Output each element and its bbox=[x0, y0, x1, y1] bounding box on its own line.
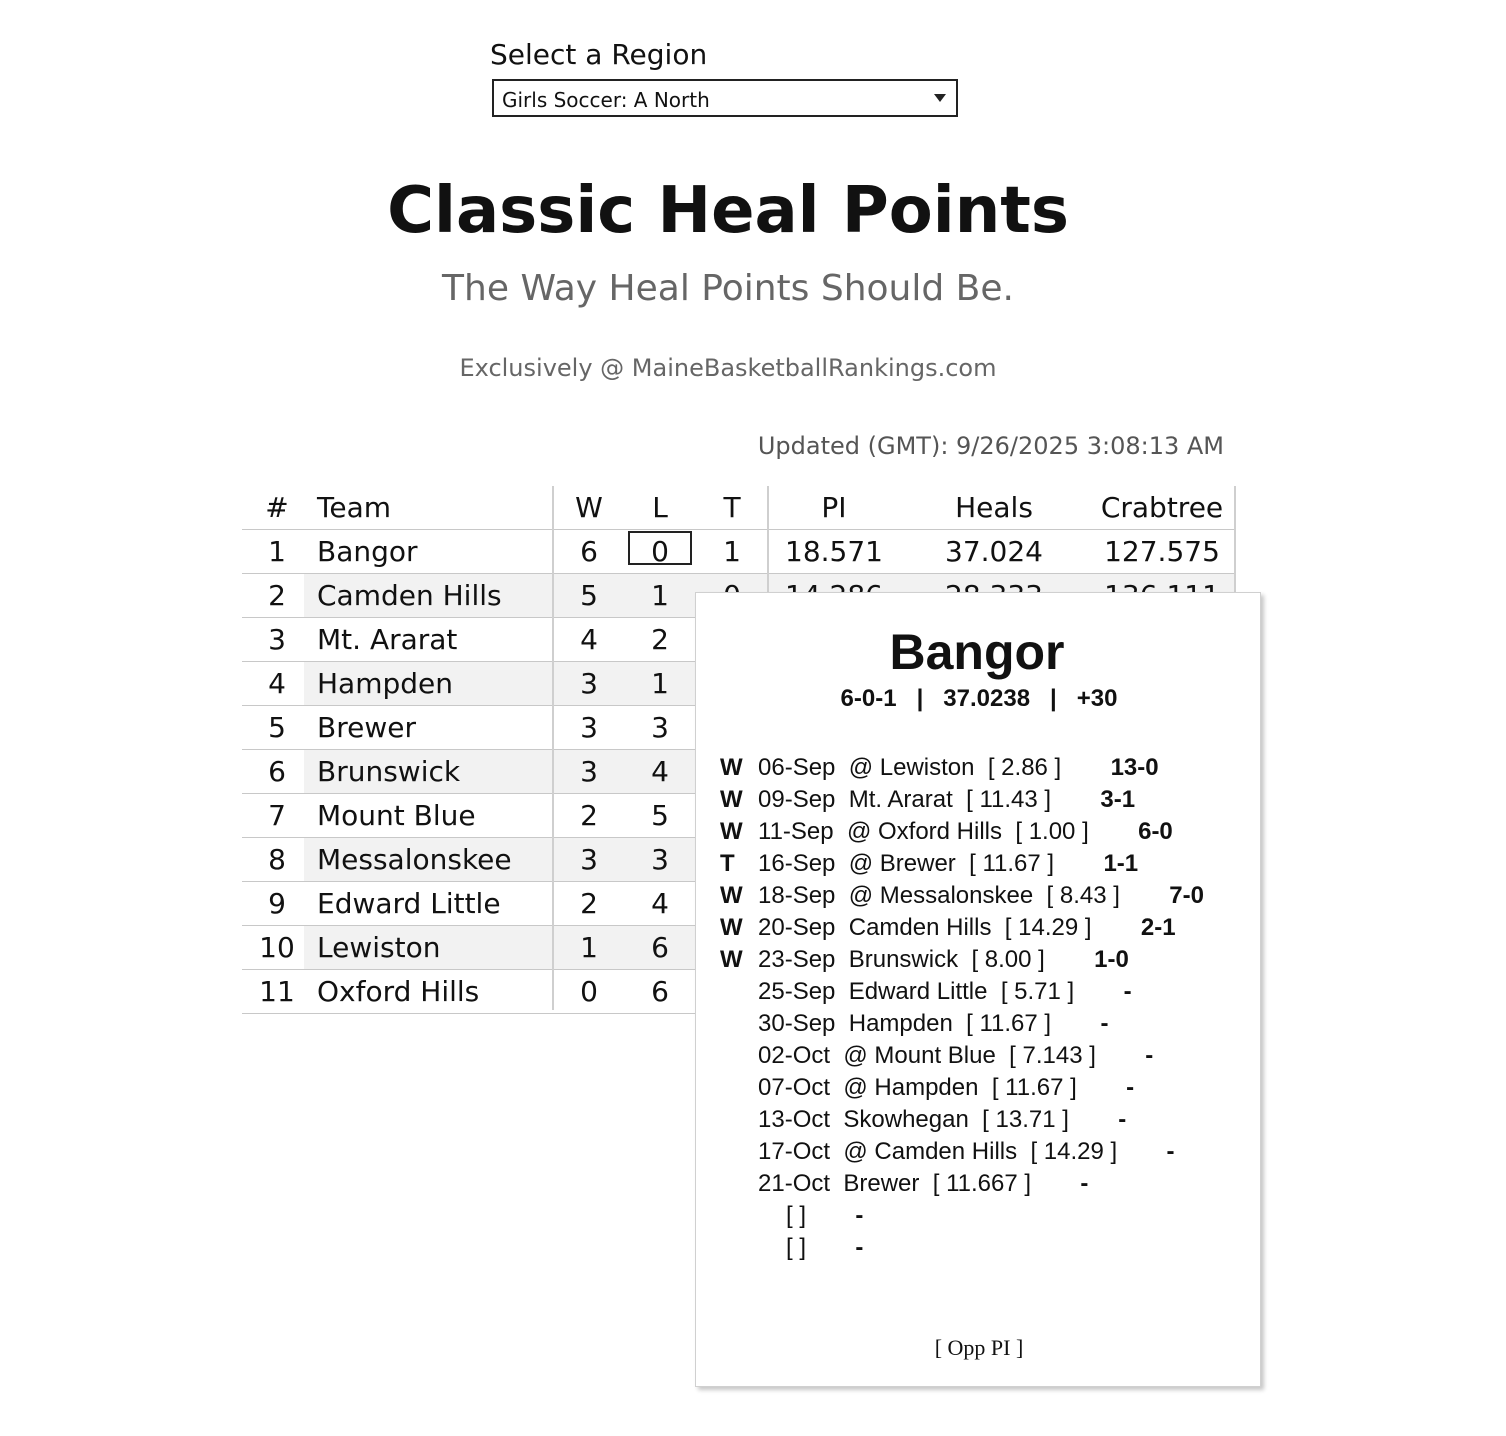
rank-cell[interactable]: 2 bbox=[242, 574, 304, 618]
game-opponent: Edward Little bbox=[848, 978, 988, 1005]
game-opp-pi: [ 13.71 ] bbox=[982, 1106, 1069, 1133]
team-cell[interactable]: Messalonskee bbox=[304, 838, 554, 882]
crabtree-cell[interactable]: 127.575 bbox=[1104, 535, 1220, 568]
wins-cell[interactable]: 2 bbox=[580, 799, 598, 832]
team-cell[interactable]: Hampden bbox=[304, 662, 554, 706]
page-title: Classic Heal Points bbox=[387, 174, 1069, 248]
game-score: - bbox=[1166, 1138, 1175, 1165]
wins-cell[interactable]: 3 bbox=[554, 750, 624, 794]
game-opponent: @ Messalonskee bbox=[848, 882, 1034, 909]
game-score: - bbox=[1100, 1010, 1109, 1037]
losses-cell[interactable]: 1 bbox=[624, 662, 696, 706]
game-score: 1-0 bbox=[1094, 946, 1129, 973]
game-opp-pi: [ 11.67 ] bbox=[969, 850, 1055, 877]
wins-cell[interactable]: 6 bbox=[580, 535, 598, 568]
game-score: 3-1 bbox=[1100, 786, 1136, 813]
team-tooltip bbox=[695, 592, 1261, 1387]
page-subtitle: The Way Heal Points Should Be. bbox=[442, 268, 1014, 309]
game-score: - bbox=[1080, 1170, 1089, 1197]
site-credit: Exclusively @ MaineBasketballRankings.com bbox=[459, 354, 997, 382]
game-date: 20-Sep bbox=[758, 914, 836, 941]
game-date: 13-Oct bbox=[758, 1106, 831, 1133]
wins-cell[interactable]: 0 bbox=[580, 975, 598, 1008]
game-result: W bbox=[720, 786, 743, 813]
column-divider bbox=[552, 486, 554, 1010]
losses-cell[interactable]: 0 bbox=[651, 535, 669, 568]
rank-cell[interactable]: 1 bbox=[268, 535, 286, 568]
game-date: 09-Sep bbox=[758, 786, 836, 813]
column-header-losses[interactable]: L bbox=[652, 491, 668, 524]
team-cell[interactable]: Mount Blue bbox=[317, 799, 476, 832]
game-opp-pi: [ 14.29 ] bbox=[1004, 914, 1092, 941]
game-result: T bbox=[720, 850, 735, 877]
wins-cell[interactable]: 4 bbox=[580, 623, 598, 656]
ties-cell[interactable]: 1 bbox=[723, 535, 741, 568]
game-opponent: @ Hampden bbox=[843, 1074, 979, 1101]
game-score: 6-0 bbox=[1138, 818, 1173, 845]
game-score: 7-0 bbox=[1169, 882, 1204, 909]
game-opponent: @ Oxford Hills bbox=[846, 818, 1003, 845]
game-opp-pi: [ 8.00 ] bbox=[971, 946, 1045, 973]
rank-cell[interactable]: 3 bbox=[268, 623, 286, 656]
rank-cell[interactable]: 6 bbox=[242, 750, 304, 794]
wins-cell[interactable]: 1 bbox=[554, 926, 624, 970]
game-date: 25-Sep bbox=[758, 978, 836, 1005]
column-header-ties[interactable]: T bbox=[723, 491, 741, 524]
game-result: W bbox=[720, 882, 743, 909]
game-date: 06-Sep bbox=[758, 754, 836, 781]
rank-cell[interactable]: 9 bbox=[268, 887, 286, 920]
game-result: W bbox=[720, 818, 743, 845]
region-select[interactable] bbox=[492, 79, 958, 117]
game-opponent: @ Camden Hills bbox=[843, 1138, 1018, 1165]
tooltip-summary: 6-0-1 | 37.0238 | +30 bbox=[840, 685, 1118, 712]
column-header-rank[interactable]: # bbox=[265, 491, 289, 524]
pi-cell[interactable]: 18.571 bbox=[785, 535, 883, 568]
game-score: 1-1 bbox=[1103, 850, 1139, 877]
team-cell[interactable]: Camden Hills bbox=[304, 574, 554, 618]
table-row[interactable] bbox=[242, 530, 1236, 574]
game-score: - bbox=[855, 1202, 864, 1229]
game-date: 16-Sep bbox=[758, 850, 836, 877]
game-date: 21-Oct bbox=[758, 1170, 831, 1197]
wins-cell[interactable]: 2 bbox=[580, 887, 598, 920]
column-divider bbox=[1234, 486, 1236, 592]
game-opp-pi: [ 14.29 ] bbox=[1030, 1138, 1118, 1165]
game-date: 02-Oct bbox=[758, 1042, 831, 1069]
team-cell[interactable]: Oxford Hills bbox=[317, 975, 480, 1008]
wins-cell[interactable]: 5 bbox=[554, 574, 624, 618]
game-opp-pi: [ 11.43 ] bbox=[966, 786, 1052, 813]
rank-cell[interactable]: 8 bbox=[242, 838, 304, 882]
heals-cell[interactable]: 37.024 bbox=[945, 535, 1043, 568]
game-opp-pi: [ 2.86 ] bbox=[987, 754, 1062, 781]
team-cell[interactable]: Lewiston bbox=[304, 926, 554, 970]
game-opp-pi: [ ] bbox=[786, 1234, 807, 1261]
game-score: - bbox=[1123, 978, 1132, 1005]
game-opp-pi: [ 11.67 ] bbox=[966, 1010, 1052, 1037]
game-score: - bbox=[1126, 1074, 1135, 1101]
losses-cell[interactable]: 3 bbox=[651, 711, 669, 744]
column-divider bbox=[767, 486, 769, 592]
table-header-row bbox=[242, 486, 1236, 530]
losses-cell[interactable]: 4 bbox=[651, 887, 669, 920]
game-opponent: Mt. Ararat bbox=[848, 786, 953, 813]
updated-timestamp: Updated (GMT): 9/26/2025 3:08:13 AM bbox=[757, 432, 1224, 460]
losses-cell[interactable]: 2 bbox=[651, 623, 669, 656]
rank-cell[interactable]: 5 bbox=[268, 711, 286, 744]
game-date: 11-Sep bbox=[758, 818, 834, 845]
rank-cell[interactable]: 10 bbox=[242, 926, 304, 970]
column-header-pi[interactable]: PI bbox=[821, 491, 847, 524]
game-date: 23-Sep bbox=[758, 946, 836, 973]
header-divider bbox=[242, 529, 1236, 530]
losses-cell[interactable]: 4 bbox=[624, 750, 696, 794]
game-opponent: Hampden bbox=[848, 1010, 953, 1037]
losses-cell[interactable]: 5 bbox=[651, 799, 669, 832]
game-opponent: @ Mount Blue bbox=[843, 1042, 996, 1069]
rank-cell[interactable]: 11 bbox=[259, 975, 295, 1008]
game-opp-pi: [ 1.00 ] bbox=[1015, 818, 1089, 845]
selected-cell-highlight bbox=[628, 531, 692, 565]
column-header-wins[interactable]: W bbox=[575, 491, 603, 524]
wins-cell[interactable]: 3 bbox=[580, 711, 598, 744]
wins-cell[interactable]: 3 bbox=[554, 838, 624, 882]
game-score: - bbox=[1145, 1042, 1154, 1069]
game-opponent: Camden Hills bbox=[848, 914, 992, 941]
game-date: 17-Oct bbox=[758, 1138, 831, 1165]
column-header-team[interactable]: Team bbox=[317, 491, 392, 524]
losses-cell[interactable]: 6 bbox=[624, 926, 696, 970]
tooltip-footer: [ Opp PI ] bbox=[934, 1335, 1024, 1360]
game-opponent: Brewer bbox=[843, 1170, 920, 1197]
team-cell[interactable]: Bangor bbox=[317, 535, 418, 568]
game-opponent: @ Lewiston bbox=[848, 754, 975, 781]
game-opponent: @ Brewer bbox=[848, 850, 956, 877]
region-select-label: Select a Region bbox=[490, 38, 708, 71]
rank-cell[interactable]: 4 bbox=[242, 662, 304, 706]
game-opponent: Skowhegan bbox=[843, 1106, 969, 1133]
game-opponent: Brunswick bbox=[848, 946, 959, 973]
game-score: - bbox=[1118, 1106, 1127, 1133]
game-opp-pi: [ 8.43 ] bbox=[1046, 882, 1120, 909]
game-date: 18-Sep bbox=[758, 882, 836, 909]
game-opp-pi: [ 7.143 ] bbox=[1009, 1042, 1096, 1069]
game-result: W bbox=[720, 946, 743, 973]
game-date: 07-Oct bbox=[758, 1074, 831, 1101]
game-score: 2-1 bbox=[1140, 914, 1176, 941]
column-header-crabtree[interactable]: Crabtree bbox=[1100, 491, 1224, 524]
tooltip-team-name: Bangor bbox=[889, 624, 1065, 680]
game-opp-pi: [ 5.71 ] bbox=[1000, 978, 1075, 1005]
game-score: - bbox=[855, 1234, 864, 1261]
game-opp-pi: [ ] bbox=[786, 1202, 807, 1229]
team-cell[interactable]: Mt. Ararat bbox=[317, 623, 458, 656]
team-cell[interactable]: Brunswick bbox=[304, 750, 554, 794]
losses-cell[interactable]: 1 bbox=[624, 574, 696, 618]
losses-cell[interactable]: 6 bbox=[651, 975, 669, 1008]
dropdown-arrow-icon[interactable] bbox=[934, 94, 946, 102]
team-cell[interactable]: Brewer bbox=[317, 711, 416, 744]
game-date: 30-Sep bbox=[758, 1010, 836, 1037]
game-score: 13-0 bbox=[1110, 754, 1159, 781]
losses-cell[interactable]: 3 bbox=[624, 838, 696, 882]
rank-cell[interactable]: 7 bbox=[268, 799, 286, 832]
game-opp-pi: [ 11.67 ] bbox=[991, 1074, 1077, 1101]
wins-cell[interactable]: 3 bbox=[554, 662, 624, 706]
game-opp-pi: [ 11.667 ] bbox=[932, 1170, 1032, 1197]
region-select-value: Girls Soccer: A North bbox=[502, 88, 710, 112]
team-cell[interactable]: Edward Little bbox=[317, 887, 501, 920]
game-result: W bbox=[720, 914, 743, 941]
game-result: W bbox=[720, 754, 743, 781]
column-header-heals[interactable]: Heals bbox=[955, 491, 1033, 524]
